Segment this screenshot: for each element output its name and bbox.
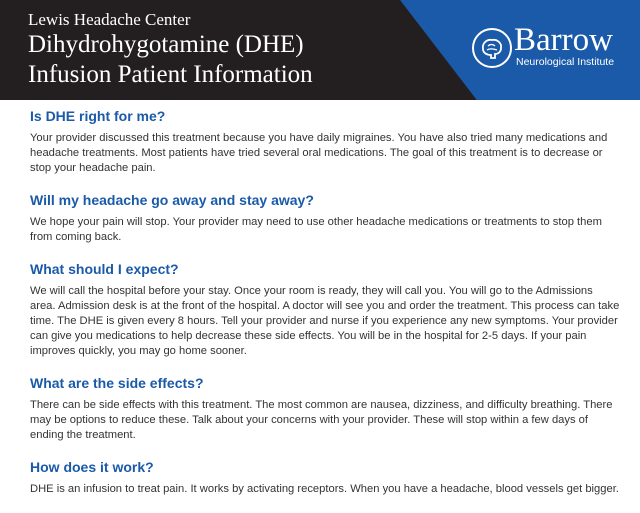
section-heading: Is DHE right for me? (30, 108, 166, 124)
brain-icon (472, 28, 512, 68)
section-paragraph: DHE is an infusion to treat pain. It works by activating receptors. When you have a headache, blood vessels get bigger. (30, 483, 619, 495)
section-heading: Will my headache go away and stay away? (30, 192, 314, 208)
section-heading: How does it work? (30, 459, 154, 475)
section-paragraph: There can be side effects with this treatment. The most common are nausea, dizziness, and difficulty breathing. There may be options to reduce these. Talk about your concerns with your provider. These will stop within a few days of ending the treatment. (30, 399, 613, 441)
document-body (30, 108, 620, 513)
document-title-line-1: Dihydrohygotamine (DHE) (28, 31, 304, 58)
section-heading: What should I expect? (30, 261, 179, 277)
section-how-it-works (30, 459, 620, 497)
section-will-headache-go-away (30, 192, 620, 245)
section-paragraph: We will call the hospital before your stay. Once your room is ready, they will call you. You will go to the Admissions area. Admission desk is at the front of the hospital. A doctor will see you and order the treatment. This process can take time. The DHE is given every 8 hours. Tell your provider and nurse if you experience any new symptoms. Your provider can give you medications to help decrease these side effects. You will be in the hospital for 2-5 days. If your pain improves quickly, you may go home sooner. (30, 285, 620, 357)
header-text-block (28, 10, 313, 90)
document-title-line-2: Infusion Patient Information (28, 61, 313, 88)
logo-subtitle: Neurological Institute (516, 56, 615, 68)
section-heading: What are the side effects? (30, 375, 204, 391)
barrow-logo (472, 22, 632, 76)
center-name: Lewis Headache Center (28, 10, 191, 29)
document-header (0, 0, 640, 100)
section-paragraph: Your provider discussed this treatment because you have daily migraines. You have also tried many medications and headache treatments. Most patients have tried several oral medications. The goal of this treatment is to decrease or stop your headache pain. (30, 132, 608, 174)
section-what-to-expect (30, 261, 620, 359)
logo-wordmark: Barrow (514, 22, 613, 58)
section-side-effects (30, 375, 620, 443)
section-paragraph: We hope your pain will stop. Your provider may need to use other headache medications or treatments to stop them from coming back. (30, 216, 602, 243)
section-is-dhe-right (30, 108, 620, 176)
